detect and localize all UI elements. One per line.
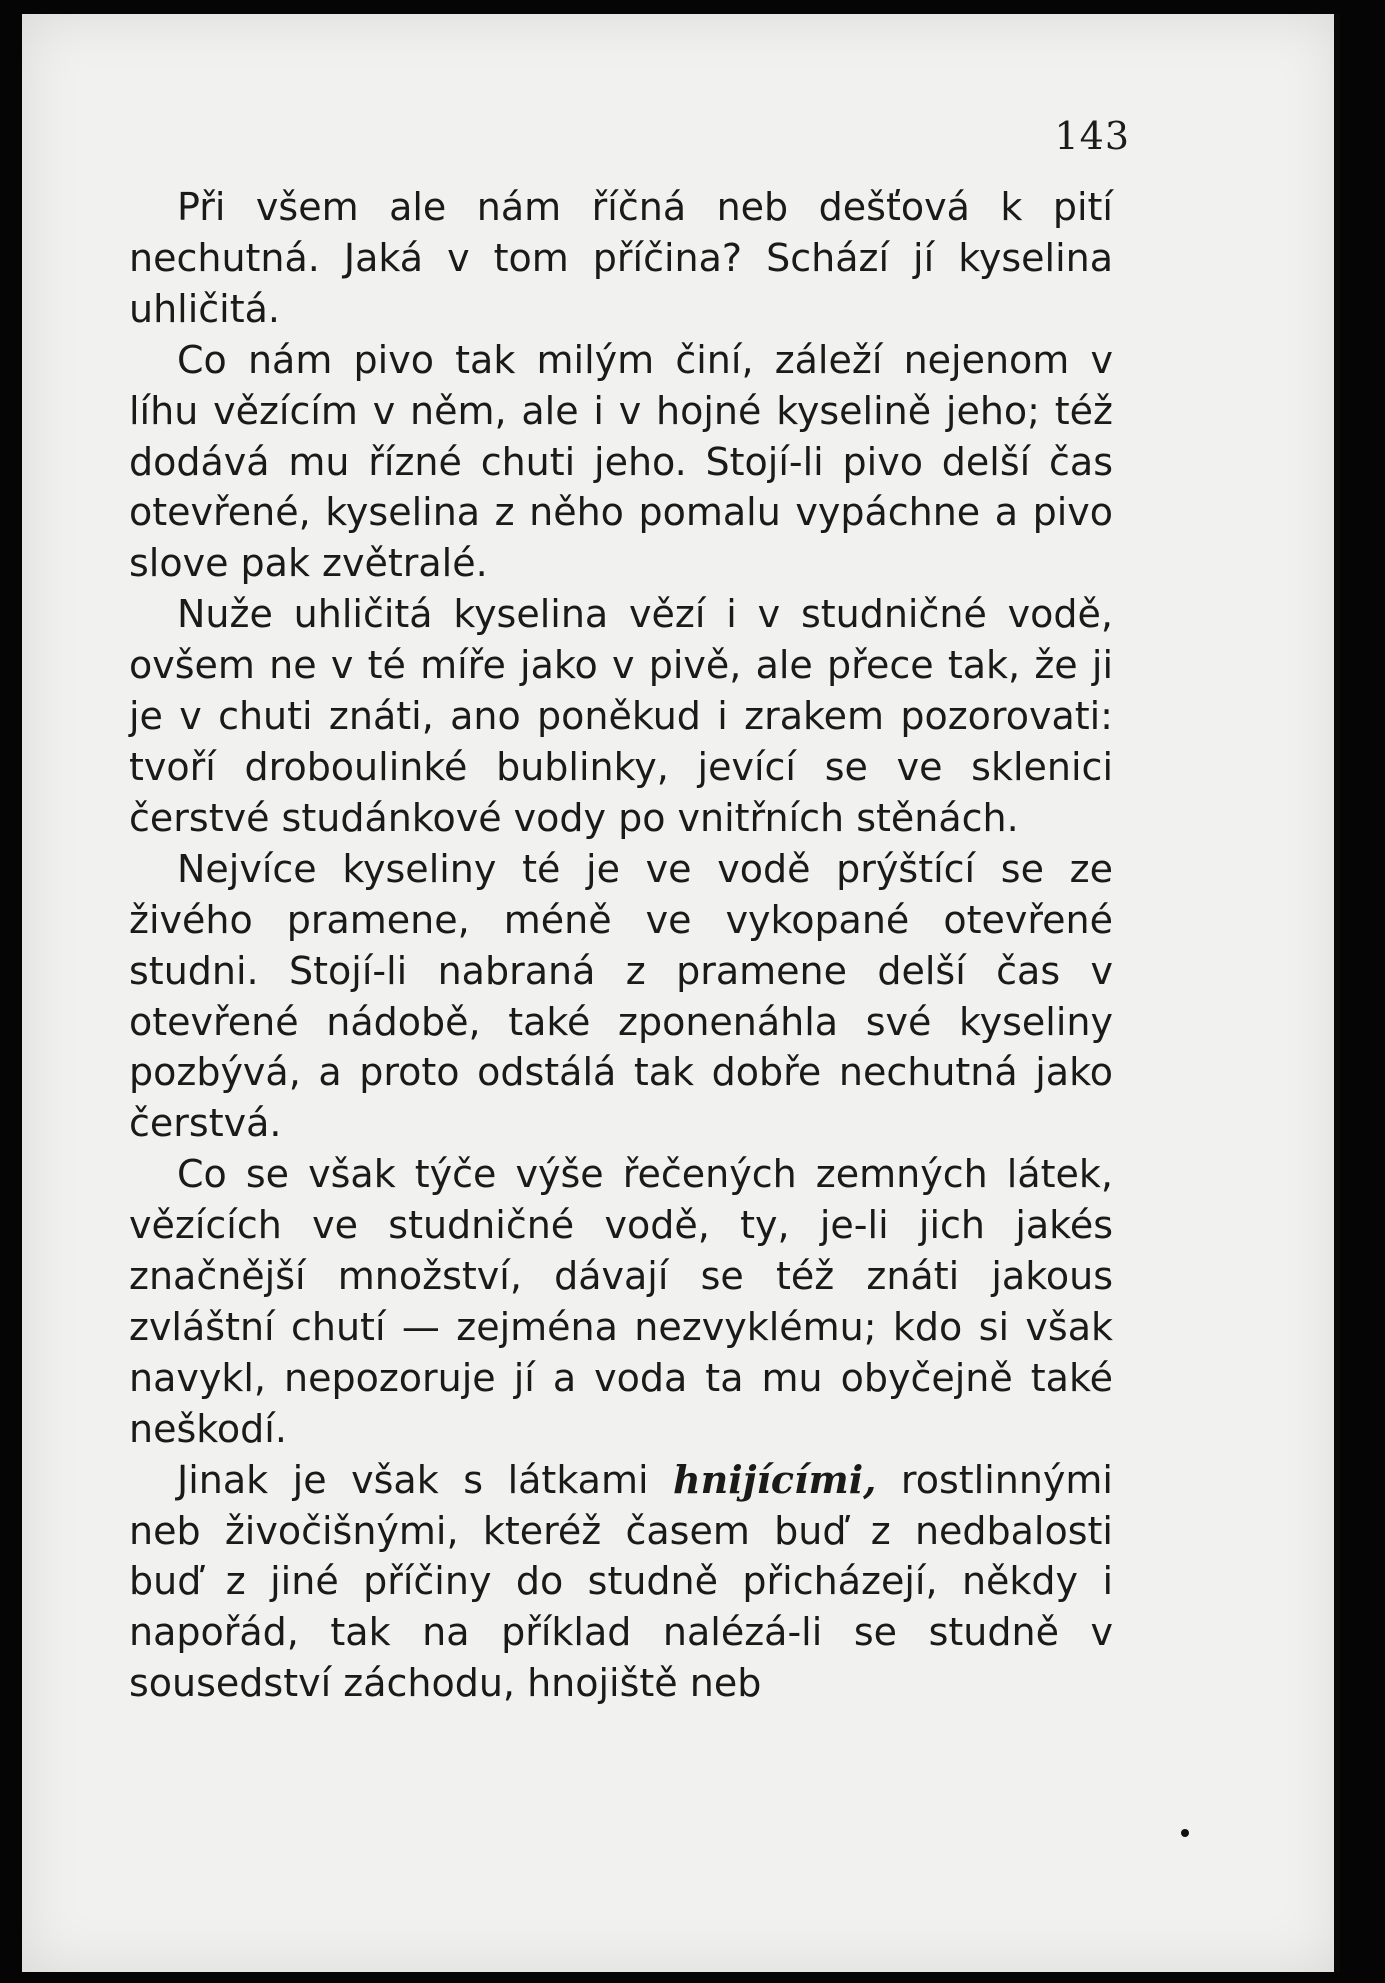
emphasized-word: hnijícími, bbox=[673, 1456, 877, 1502]
book-page bbox=[22, 14, 1340, 1972]
paragraph-3: Nuže uhličitá kyselina vězí i v studničné vodě, ovšem ne v té míře jako v pivě, ale přece tak, že ji je v chuti znáti, ano poněkud i zrakem pozorovati: tvoří droboulinké bublinky, jevící se ve sklenici čerstvé studánkové vody po vnitřních stěnách. bbox=[129, 592, 1113, 840]
paragraph-5: Co se však týče výše řečených zemných látek, vězících ve studničné vodě, ty, je-li jich jakés značnější množství, dávají se též znáti jakous zvláštní chutí — zejména nezvyklému; kdo si však navykl, nepozoruje jí a voda ta mu obyčejně také neškodí. bbox=[129, 1152, 1113, 1451]
paragraph-2: Co nám pivo tak milým činí, záleží nejenom v líhu vězícím v něm, ale i v hojné kyselině jeho; též dodává mu řízné chuti jeho. Stojí-li pivo delší čas otevřené, kyselina z něho pomalu vypáchne a pivo slove pak zvětralé. bbox=[129, 337, 1113, 586]
page-edge-shadow bbox=[1334, 14, 1340, 1972]
paragraph-1: Při všem ale nám říčná neb dešťová k pití nechutná. Jaká v tom příčina? Schází jí kyselina uhličitá. bbox=[129, 185, 1113, 331]
page-number: 143 bbox=[1054, 114, 1130, 158]
body-text bbox=[129, 182, 1113, 1709]
paragraph-6 bbox=[129, 1455, 1113, 1710]
paragraph-6-end: rostlinnými neb živočišnými, kteréž časem buď z nedbalosti buď z jiné příčiny do studně přicházejí, někdy i napořád, tak na příklad nalézá-li se studně v sousedství záchodu, hnojiště neb bbox=[129, 1457, 1113, 1706]
print-speck bbox=[1181, 1829, 1189, 1837]
paragraph-4: Nejvíce kyseliny té je ve vodě prýštící se ze živého pramene, méně ve vykopané otevřené studni. Stojí-li nabraná z pramene delší čas v otevřené nádobě, také zponenáhla své kyseliny pozbývá, a proto odstálá tak dobře nechutná jako čerstvá. bbox=[129, 846, 1113, 1146]
paragraph-6-start: Jinak je však s látkami bbox=[177, 1457, 674, 1502]
